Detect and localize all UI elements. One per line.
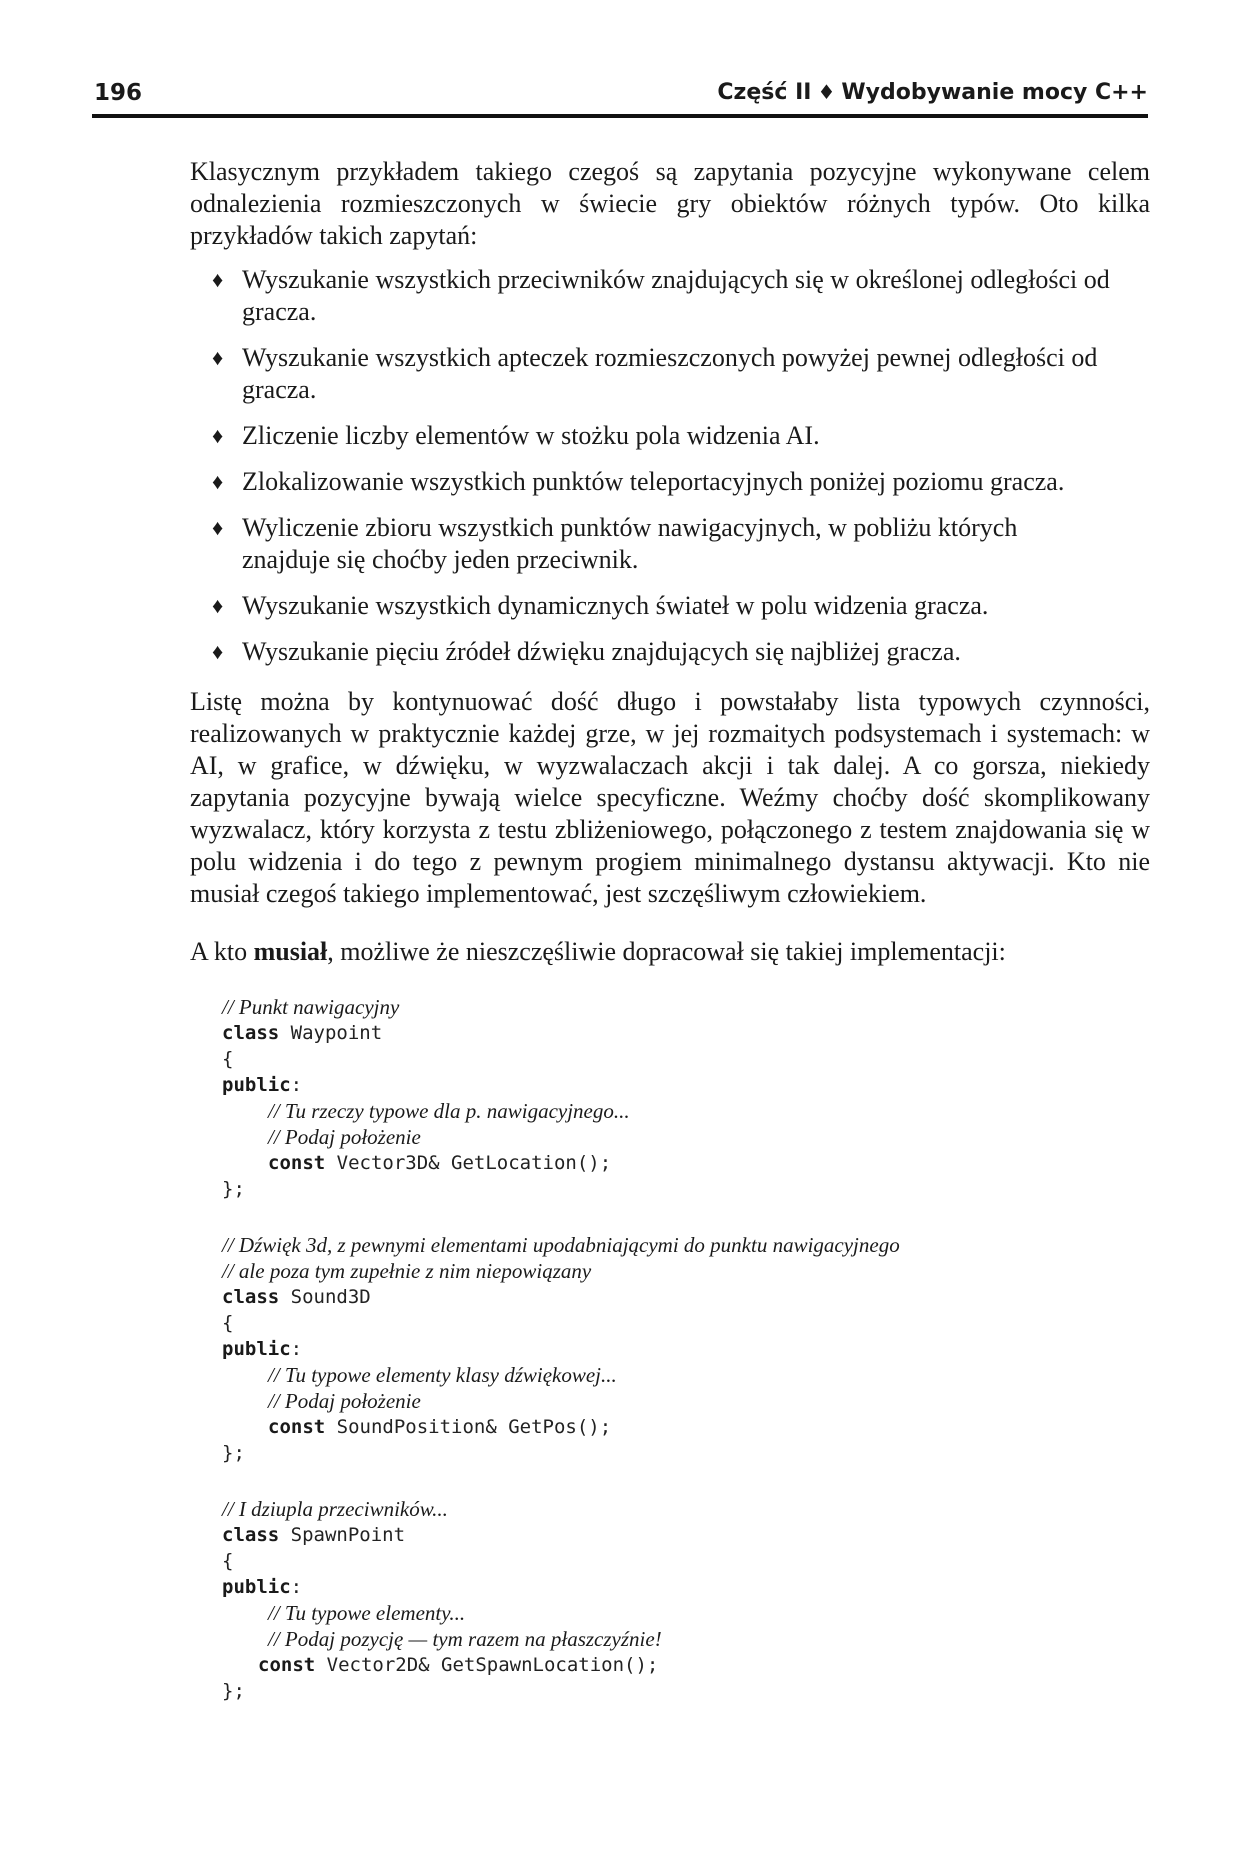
code-keyword: class bbox=[222, 1022, 280, 1044]
code-keyword: const bbox=[268, 1416, 326, 1438]
code-comment: // Tu typowe elementy... bbox=[268, 1601, 466, 1625]
code-declaration: Vector2D& GetSpawnLocation(); bbox=[315, 1654, 659, 1676]
diamond-bullet-icon: ♦ bbox=[212, 593, 224, 618]
code-brace: }; bbox=[222, 1178, 245, 1200]
code-brace: }; bbox=[222, 1442, 245, 1464]
list-item: ♦ Wyliczenie zbioru wszystkich punktów nawigacyjnych, w pobliżu których znajduje się choćby jeden przeciwnik. bbox=[212, 513, 1018, 574]
code-brace: { bbox=[222, 1048, 234, 1070]
diamond-bullet-icon: ♦ bbox=[212, 345, 224, 370]
code-declaration: Vector3D& GetLocation(); bbox=[325, 1152, 612, 1174]
code-intro-paragraph: A kto musiał, możliwe że nieszczęśliwie dopracował się takiej implementacji: bbox=[190, 937, 1006, 966]
code-brace: }; bbox=[222, 1680, 245, 1702]
code-comment: // Tu rzeczy typowe dla p. nawigacyjnego... bbox=[268, 1099, 630, 1123]
code-class-name: Sound3D bbox=[279, 1286, 371, 1308]
bullet-list bbox=[190, 264, 1150, 668]
page-content bbox=[190, 156, 1150, 1734]
code-class-name: SpawnPoint bbox=[279, 1524, 406, 1546]
code-comment: // Punkt nawigacyjny bbox=[222, 995, 400, 1019]
code-comment: // ale poza tym zupełnie z nim niepowiązany bbox=[222, 1259, 592, 1283]
code-declaration: SoundPosition& GetPos(); bbox=[325, 1416, 612, 1438]
chapter-title: Wydobywanie mocy C++ bbox=[841, 80, 1148, 105]
code-comment: // I dziupla przeciwników... bbox=[222, 1497, 448, 1521]
code-class-name: Waypoint bbox=[279, 1022, 383, 1044]
page-number: 196 bbox=[94, 80, 143, 106]
code-comment: // Podaj położenie bbox=[268, 1389, 421, 1413]
diamond-bullet-icon: ♦ bbox=[212, 469, 224, 494]
diamond-bullet-icon: ♦ bbox=[212, 423, 224, 448]
part-title: Część II bbox=[717, 80, 812, 105]
list-item: ♦ Wyszukanie wszystkich apteczek rozmieszczonych powyżej pewnej odległości od gracza. bbox=[212, 343, 1098, 404]
code-brace: { bbox=[222, 1312, 234, 1334]
list-item: ♦ Wyszukanie wszystkich przeciwników znajdujących się w określonej odległości od gracza. bbox=[212, 265, 1110, 326]
code-block-sound3d: // Dźwięk 3d, z pewnymi elementami upodabniającymi do punktu nawigacyjnego // ale poza tym zupełnie z nim niepowiązany class Sound3D { public: // Tu typowe elementy klasy dźwiękowej... // Podaj położenie const SoundPosition& GetPos(); }; bbox=[222, 1232, 1150, 1466]
list-item: ♦ Wyszukanie wszystkich dynamicznych świateł w polu widzenia gracza. bbox=[212, 591, 989, 620]
list-item: ♦ Zliczenie liczby elementów w stożku pola widzenia AI. bbox=[212, 421, 820, 450]
code-block-waypoint: // Punkt nawigacyjny class Waypoint { public: // Tu rzeczy typowe dla p. nawigacyjnego... // Podaj położenie const Vector3D& GetLocation(); }; bbox=[222, 994, 1150, 1202]
code-comment: // Podaj pozycję — tym razem na płaszczyźnie! bbox=[268, 1627, 662, 1651]
code-keyword: public bbox=[222, 1338, 291, 1360]
code-brace: { bbox=[222, 1550, 234, 1572]
list-item: ♦ Zlokalizowanie wszystkich punktów teleportacyjnych poniżej poziomu gracza. bbox=[212, 467, 1065, 496]
code-comment: // Podaj położenie bbox=[268, 1125, 421, 1149]
body-paragraph: Listę można by kontynuować dość długo i powstałaby lista typowych czynności, realizowanych w praktycznie każdej grze, w jej rozmaitych podsystemach i systemach: w AI, w grafice, w dźwięku, w wyzwalaczach akcji i tak dalej. A co gorsza, niekiedy zapytania pozycyjne bywają wielce specyficzne. Weźmy choćby dość skomplikowany wyzwalacz, który korzysta z testu zbliżeniowego, połączonego z testem znajdowania się w polu widzenia i do tego z pewnym progiem minimalnego dystansu aktywacji. Kto nie musiał czegoś takiego implementować, jest szczęśliwym człowiekiem. bbox=[190, 687, 1150, 908]
running-header bbox=[92, 74, 1148, 118]
diamond-separator-icon: ♦ bbox=[817, 80, 836, 104]
diamond-bullet-icon: ♦ bbox=[212, 267, 224, 292]
diamond-bullet-icon: ♦ bbox=[212, 515, 224, 540]
code-keyword: class bbox=[222, 1524, 280, 1546]
code-keyword: public bbox=[222, 1074, 291, 1096]
intro-paragraph: Klasycznym przykładem takiego czegoś są zapytania pozycyjne wykonywane celem odnalezienia rozmieszczonych w świecie gry obiektów różnych typów. Oto kilka przykładów takich zapytań: bbox=[190, 157, 1150, 250]
running-head bbox=[717, 80, 1148, 105]
diamond-bullet-icon: ♦ bbox=[212, 639, 224, 664]
code-keyword: public bbox=[222, 1576, 291, 1598]
code-keyword: class bbox=[222, 1286, 280, 1308]
list-item: ♦ Wyszukanie pięciu źródeł dźwięku znajdujących się najbliżej gracza. bbox=[212, 637, 961, 666]
code-comment: // Dźwięk 3d, z pewnymi elementami upodabniającymi do punktu nawigacyjnego bbox=[222, 1233, 900, 1257]
code-keyword: const bbox=[268, 1152, 326, 1174]
code-listing bbox=[190, 994, 1150, 1704]
code-comment: // Tu typowe elementy klasy dźwiękowej... bbox=[268, 1363, 617, 1387]
code-block-spawnpoint: // I dziupla przeciwników... class SpawnPoint { public: // Tu typowe elementy... // Podaj pozycję — tym razem na płaszczyźnie! const Vector2D& GetSpawnLocation(); }; bbox=[222, 1496, 1150, 1704]
code-keyword: const bbox=[258, 1654, 316, 1676]
emphasis: musiał bbox=[253, 937, 328, 966]
